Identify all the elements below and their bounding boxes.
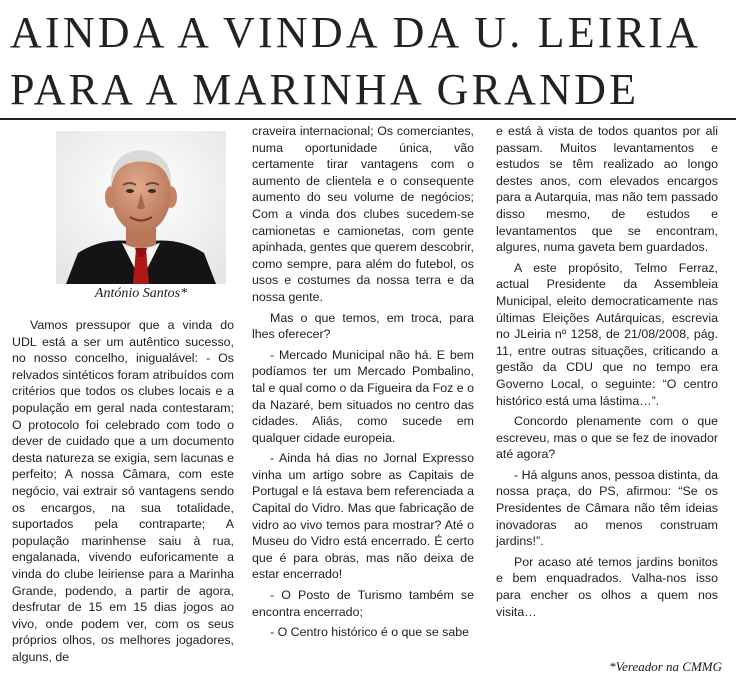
column-3 [496, 123, 718, 620]
paragraph: - Há alguns anos, pessoa distinta, da nossa praça, do PS, afirmou: “Se os Presidentes de Câmara não têm ideias inovadoras ao menos construam jardins!”. [496, 467, 718, 549]
headline-rule [0, 118, 736, 120]
column-1 [12, 317, 234, 665]
paragraph: Vamos pressupor que a vinda do UDL está a ser um autêntico sucesso, no nosso concelho, inigualável: - Os relvados sintéticos foram atribuídos com critérios que todos os clubes locais e a população em geral nada contestaram; O protocolo foi celebrado com todo o dever de cuidado que a um documento desta natureza se exigia, sem lacunas e perfeito; A nossa Câmara, com este negócio, vai extrair só vantagens sendo os encargos, na sua totalidade, suportados pela contraparte; A população marinhense saiu à rua, engalanada, vivendo euforicamente a vinda do clube leiriense para a Marinha Grande, podendo, a partir de agora, desfrutar de 15 em 15 dias jogos ao vivo, onde podem ver, com os seus próprios olhos, os melhores jogadores, alguns, de [12, 318, 234, 664]
paragraph: craveira internacional; Os comerciantes, numa oportunidade única, vão certamente tirar vantagens com o aumento de clientela e o consequente aumento do seu volume de negócios; Com a vinda dos clubes sucedem-se camionetas e camionetas, com gente apinhada, gentes que querem descobrir, como sempre, para além do futebol, os usos e costumes da nossa terra e da nossa gente. [252, 124, 474, 304]
paragraph: - Ainda há dias no Jornal Expresso vinha um artigo sobre as Capitais de Portugal e lá estava bem referenciada a Capital do Vidro. Mas que fabricação de vidro ao vivo temos para mostrar? Até o Museu do Vidro está encerrado. É certo que é para obras, mas não deixa de estar encerrado! [252, 451, 474, 582]
author-portrait-illustration [56, 131, 226, 284]
paragraph: - O Posto de Turismo também se encontra encerrado; [252, 588, 474, 619]
paragraph: Mas o que temos, em troca, para lhes oferecer? [252, 310, 474, 342]
paragraph: Por acaso até temos jardins bonitos e bem enquadrados. Valha-nos isso para encher os olhos a quem nos visita… [496, 554, 718, 619]
column-2 [252, 123, 474, 641]
author-caption: António Santos* [94, 286, 188, 301]
headline [10, 4, 730, 118]
author-photo [56, 131, 226, 284]
paragraph: - O Centro histórico é o que se sabe [270, 625, 470, 640]
author-signature-note: *Vereador na CMMG [609, 659, 722, 674]
headline-line-1: AINDA A VINDA DA U. LEIRIA [10, 8, 702, 57]
paragraph: Concordo plenamente com o que escreveu, mas o que se fez de inovador até agora? [496, 414, 718, 462]
paragraph: e está à vista de todos quantos por ali passam. Muitos levantamentos e estudos se têm realizado ao longo destes anos, com elevados encargos para a Autarquia, mas não tem passado disso mesmo, de estudos e levantamentos que se encontram, algures, numa gaveta bem guardados. [496, 124, 718, 255]
headline-line-2: PARA A MARINHA GRANDE [10, 65, 640, 114]
paragraph: A este propósito, Telmo Ferraz, actual Presidente da Assembleia Municipal, eleito democraticamente nas últimas Eleições Autárquicas, escrevia no JLeiria nº 1258, de 21/08/2008, pág. 11, entre outras situações, criticando a gestão da CDU que no tempo era Governo Local, o seguinte: “O centro histórico está uma lástima…”. [496, 260, 718, 408]
paragraph: - Mercado Municipal não há. E bem podíamos ter um Mercado Pombalino, tal e qual como o da Figueira da Foz e o da Nazaré, bem situados no centro das cidades. Aliás, como sucede em qualquer cidade europeia. [252, 347, 474, 445]
